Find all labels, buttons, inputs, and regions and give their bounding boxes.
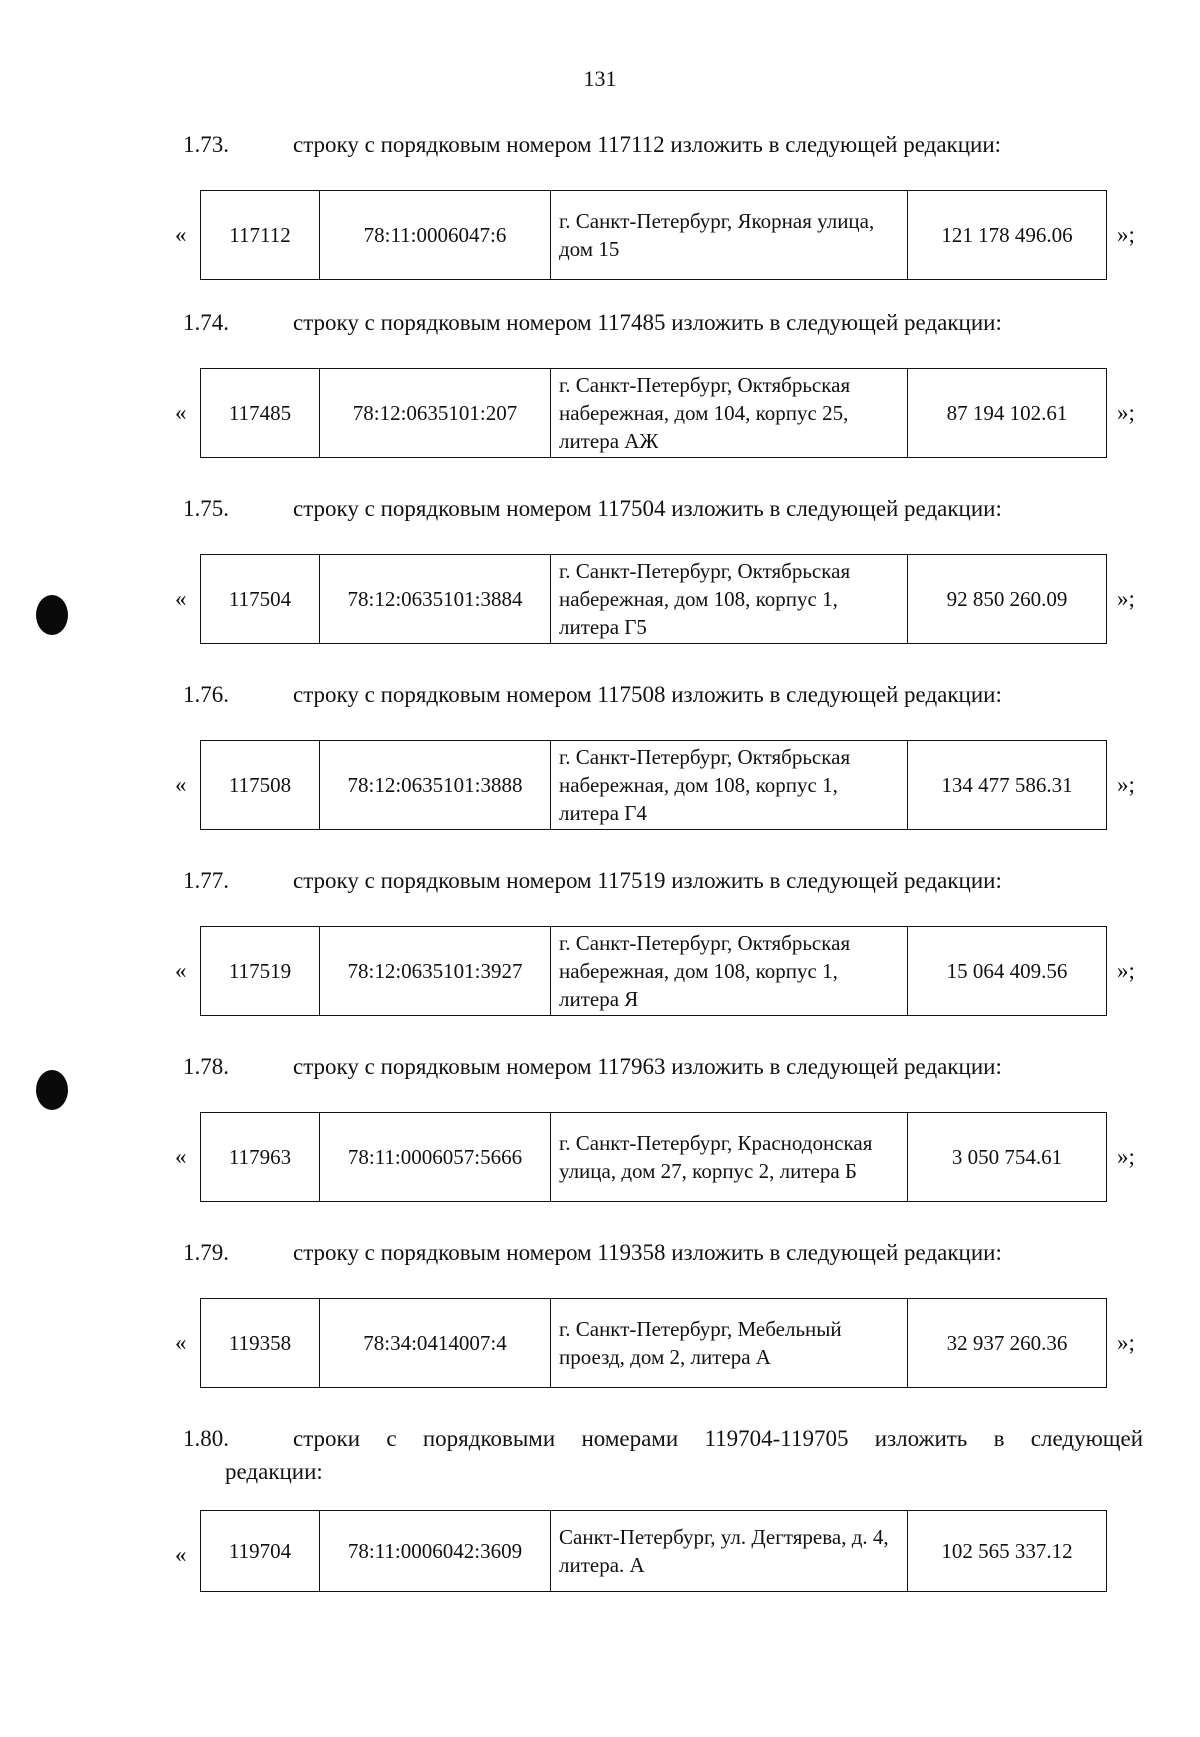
item-text: строку с порядковым номером 117112 изложить в следующей редакции:	[293, 132, 1002, 157]
row-number: 117519	[201, 927, 320, 1016]
cadastral-number: 78:11:0006047:6	[320, 191, 551, 280]
cadastral-value: 134 477 586.31	[908, 741, 1107, 830]
row-number: 117963	[201, 1113, 320, 1202]
row-number: 117112	[201, 191, 320, 280]
item-number: 1.77.	[183, 868, 229, 893]
quote-open: «	[175, 222, 187, 247]
item-number: 1.74.	[183, 310, 229, 335]
cadastral-value: 87 194 102.61	[908, 369, 1107, 458]
page-number: 131	[583, 66, 617, 91]
cadastral-value: 32 937 260.36	[908, 1299, 1107, 1388]
quote-open: «	[175, 1542, 187, 1567]
item-text: строки с порядковыми номерами 119704-119705 изложить в следующей	[293, 1426, 1143, 1451]
row-number: 119358	[201, 1299, 320, 1388]
row-number: 119704	[201, 1511, 320, 1592]
amendment-item	[0, 1424, 1200, 1577]
registry-row	[200, 740, 1107, 830]
quote-open: «	[175, 400, 187, 425]
item-number: 1.73.	[183, 132, 229, 157]
quote-close: »;	[1117, 586, 1135, 611]
address: г. Санкт-Петербург, Октябрьская набережная, дом 104, корпус 25, литера АЖ	[551, 369, 908, 458]
cadastral-number: 78:12:0635101:207	[320, 369, 551, 458]
amendment-item	[0, 130, 1200, 261]
amendment-item	[0, 1238, 1200, 1369]
row-number: 117485	[201, 369, 320, 458]
cadastral-number: 78:12:0635101:3888	[320, 741, 551, 830]
quote-open: «	[175, 1330, 187, 1355]
cadastral-value: 92 850 260.09	[908, 555, 1107, 644]
item-number: 1.75.	[183, 496, 229, 521]
cadastral-value: 121 178 496.06	[908, 191, 1107, 280]
quote-close: »;	[1117, 1144, 1135, 1169]
address: г. Санкт-Петербург, Октябрьская набережная, дом 108, корпус 1, литера Г4	[551, 741, 908, 830]
quote-close: »;	[1117, 958, 1135, 983]
amendment-item	[0, 308, 1200, 453]
cadastral-value: 15 064 409.56	[908, 927, 1107, 1016]
address: г. Санкт-Петербург, Мебельный проезд, дом 2, литера А	[551, 1299, 908, 1388]
item-number: 1.79.	[183, 1240, 229, 1265]
quote-close: »;	[1117, 772, 1135, 797]
item-text: строку с порядковым номером 117519 изложить в следующей редакции:	[293, 868, 1002, 893]
item-text: строку с порядковым номером 117504 изложить в следующей редакции:	[293, 496, 1002, 521]
amendment-item	[0, 494, 1200, 639]
item-text: строку с порядковым номером 119358 изложить в следующей редакции:	[293, 1240, 1002, 1265]
quote-open: «	[175, 958, 187, 983]
address: г. Санкт-Петербург, Краснодонская улица, дом 27, корпус 2, литера Б	[551, 1113, 908, 1202]
item-text: строку с порядковым номером 117485 изложить в следующей редакции:	[293, 310, 1002, 335]
registry-row	[200, 554, 1107, 644]
quote-close: »;	[1117, 400, 1135, 425]
cadastral-number: 78:11:0006042:3609	[320, 1511, 551, 1592]
item-text: строку с порядковым номером 117508 изложить в следующей редакции:	[293, 682, 1002, 707]
item-number: 1.76.	[183, 682, 229, 707]
row-number: 117508	[201, 741, 320, 830]
item-number: 1.78.	[183, 1054, 229, 1079]
address: г. Санкт-Петербург, Якорная улица, дом 15	[551, 191, 908, 280]
registry-row	[200, 190, 1107, 280]
cadastral-number: 78:12:0635101:3884	[320, 555, 551, 644]
cadastral-value: 102 565 337.12	[908, 1511, 1107, 1592]
quote-open: «	[175, 772, 187, 797]
address: Санкт-Петербург, ул. Дегтярева, д. 4, литера. А	[551, 1511, 908, 1592]
cadastral-number: 78:11:0006057:5666	[320, 1113, 551, 1202]
amendment-item	[0, 680, 1200, 825]
quote-open: «	[175, 1144, 187, 1169]
address: г. Санкт-Петербург, Октябрьская набережная, дом 108, корпус 1, литера Г5	[551, 555, 908, 644]
quote-close: »;	[1117, 1330, 1135, 1355]
address: г. Санкт-Петербург, Октябрьская набережная, дом 108, корпус 1, литера Я	[551, 927, 908, 1016]
cadastral-number: 78:34:0414007:4	[320, 1299, 551, 1388]
amendment-item	[0, 866, 1200, 1011]
quote-open: «	[175, 586, 187, 611]
cadastral-value: 3 050 754.61	[908, 1113, 1107, 1202]
registry-row	[200, 368, 1107, 458]
registry-row	[200, 1298, 1107, 1388]
registry-row	[200, 1112, 1107, 1202]
registry-row	[200, 1510, 1107, 1592]
cadastral-number: 78:12:0635101:3927	[320, 927, 551, 1016]
item-number: 1.80.	[183, 1426, 229, 1451]
row-number: 117504	[201, 555, 320, 644]
registry-row	[200, 926, 1107, 1016]
item-text: строку с порядковым номером 117963 изложить в следующей редакции:	[293, 1054, 1002, 1079]
quote-close: »;	[1117, 222, 1135, 247]
item-text-continuation: редакции:	[225, 1459, 323, 1484]
amendment-item	[0, 1052, 1200, 1183]
